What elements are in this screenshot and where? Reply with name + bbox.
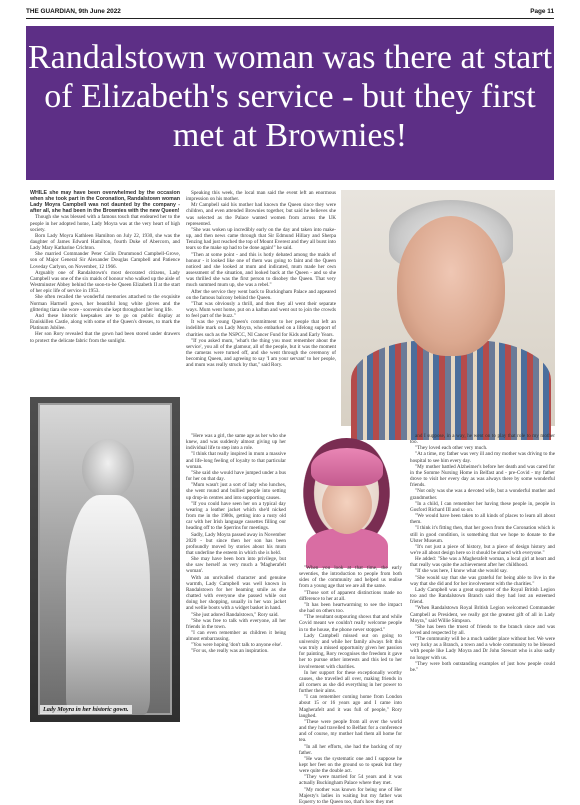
header-rule	[26, 18, 554, 19]
paragraph: "He was the systematic one and I suppose he kept her feet on the ground so to speak but they were quite the double act.	[299, 755, 402, 775]
paragraph: "At a time, my father was very ill and my mother was driving to the hospital to see him every day.	[410, 451, 555, 464]
paragraph: "These were people from all over the world and they had travelled to Belfast for a conference and of course, my mother had them all home for tea.	[299, 718, 402, 744]
paragraph: "She was free to talk with everyone, all her friends in the town.	[186, 617, 286, 630]
portrait-gown	[66, 495, 150, 715]
paragraph: Born Lady Moyra Kathleen Hamilton on July 22, 1930, she was the daughter of James Edward Hamilton, fourth Duke of Abercorn, and Lady Mary Katharine Crichton.	[30, 232, 180, 252]
paragraph: She often recalled the wonderful memories attached to the exquisite Norman Hartnell gown, her beautiful long white gloves and the glittering tiara she wore - souvenirs she kept throughout her long life.	[30, 294, 180, 313]
paragraph: "In all her efforts, she had the backing of my father.	[299, 743, 402, 756]
paragraph: "Mum wasn't just a sort of lady who lunches, she went round and bullied people into setting up drop-in centres and into supporting causes.	[186, 482, 286, 501]
paragraph: He added: "She was a Magherafelt woman, a local girl at heart and that really was quite the achievement after her childhood.	[410, 556, 555, 569]
headline: Randalstown woman was there at start of Elizabeth's service - but they first met at Brownies!	[27, 39, 553, 154]
paragraph: "I can remember coming home from London about 15 or 16 years ago and I came into Magherafelt and it was full of people," Rory laughed.	[299, 694, 402, 719]
paragraph: "Those sort of apparent distinctions made no difference to her at all.	[299, 589, 402, 602]
paragraph: Sadly, Lady Moyra passed away in November 2020 - but since then her son has been profoundly moved by stories about his mum that underline the esteem in which she is held.	[186, 531, 286, 556]
paragraph: "If you asked mum, 'what's the thing you most remember about the service', you all of the glamour, all of the people, but it was the moment the cameras were turned off, and she went through the ceremony of becoming Queen, and agreeing to say 'I am your servant' to her people, and mum was really struck by that," said Rory.	[186, 337, 336, 369]
paragraph: "That was obviously a thrill, and then they all went their separate ways. Mum went home, put on a kaftan and went out to join the crowds to feel part of the buzz."	[186, 300, 336, 320]
paragraph: "When you look at that time, the early seventies, the introduction to people from both sides of the community and helped us realise from a young age that we are all the same.	[299, 565, 402, 590]
queen-portrait-photo	[296, 438, 397, 560]
paragraph: "The community will be a much sadder place without her. We were very lucky as a Branch, a town and a whole community to be blessed with people like Lady Moyra and Dr John Stewart who is also sadly no longer with us.	[410, 636, 555, 661]
paragraph: In her support for these exceptionally worthy causes, she travelled all over, making friends in all corners as she did everything in her power to further their aims.	[299, 669, 402, 695]
paragraph: It was the young Queen's commitment to her people that left an indelible mark on Lady Moyra, who embarked on a lifelong support of charities such as the NSPCC, NI Cancer Fund for Kids and Early Years.	[186, 319, 336, 338]
paragraph: "She said she would have jumped under a bus for her on that day.	[186, 469, 286, 483]
portrait-head	[82, 439, 134, 499]
paragraph: "Here was a girl, the same age as her who she knew, and was suddenly almost giving up her individual life to step into a role.	[186, 433, 286, 452]
paragraph: Her son Rory revealed that the gown had been stored under drawers to protect the delicate fabric from the sunlight.	[30, 331, 180, 344]
paragraph: She may have been born into privilege, but she saw herself as very much a 'Magherafelt woman'.	[186, 556, 286, 575]
paragraph: "I think it's fitting then, that her gown from the Coronation which is still in good condition, is something that we hope to donate to the Ulster Museum.	[410, 525, 555, 544]
paragraph: Arguably one of Randalstown's most decorated citizens, Lady Campbell was one of the six maids of honour who walked up the aisle of Westminster Abbey behind the soon-to-be Queen Elizabeth II at the start of her epic life of service in 1953.	[30, 269, 180, 295]
paragraph: "In a child, I can remember her having these people in, people in Gosford Richard III and so on.	[410, 500, 555, 513]
paragraph: "My mother battled Alzheimer's before her death and was cared for in the Somme Nursing Home in Belfast and - pre-Covid - my father drove to visit her every day as was always there by some wonderful friends.	[410, 463, 555, 489]
paragraph: "She has been the truest of friends to the branch since and was loved and respected by all.	[410, 623, 555, 636]
headline-banner	[26, 26, 554, 180]
page-header	[26, 8, 554, 18]
paragraph: "If she was here, I know what she would say.	[415, 568, 508, 575]
paragraph: And these historic keepsakes are to go on public display at Enniskillen Castle, along with some of the Queen's dresses, to mark the Platinum Jubilee.	[30, 312, 180, 332]
lead-paragraph: WHILE she may have been overwhelmed by the occasion when she took part in the Coronation, Randalstown woman Lady Moyra Campbell was not daunted by the company - after all, she had been in the Brownies with the new Queen!	[30, 190, 180, 215]
paragraph: "When Randalstown Royal British Legion welcomed Commander Campbell as President, we really got the greatest gift of all in Lady Moyra," said Willie Simpson.	[410, 605, 555, 624]
article-column-2	[186, 190, 336, 369]
article-column-1	[30, 190, 180, 344]
paragraph: "They were both outstanding examples of just how people could be."	[410, 660, 555, 673]
portrait-frame	[38, 403, 172, 715]
paragraph: "You were hoping 'don't talk to anyone else'.	[191, 642, 283, 649]
paragraph: Lady Campbell was a great supporter of the Royal British Legion too and the Randalstown Branch said they had lost an esteemed friend.	[410, 586, 555, 606]
face	[397, 216, 505, 356]
article-column-2b	[186, 433, 286, 655]
article-column-4	[410, 433, 555, 673]
publication-dateline: THE GUARDIAN, 9th June 2022	[26, 8, 121, 15]
paragraph: "She would say that she was grateful for being able to live in the way that she did and for her involvement with the charities."	[410, 574, 555, 587]
paragraph: and I suppose, in a way, he went on to play that role to my mother too.	[410, 433, 555, 446]
page-number: Page 11	[530, 8, 554, 15]
paragraph: Though she was blessed with a famous touch that endeared her to the people in her adopted home, Lady Moyra was at the very heart of high society.	[30, 214, 180, 233]
photo-caption: Lady Moyra in her historic gown.	[40, 705, 132, 714]
paragraph: With an unrivalled character and genuine warmth, Lady Campbell was well known in Randalstown for her beaming smile as she chatted with everyone she passed while out doing her shopping, usually in her wax jacket and wellie boots with a widget basket in hand.	[186, 574, 286, 612]
paragraph: "My mother was known for being one of Her Majesty's ladies in waiting but my father was Equerry to the Queen too, that's how they met	[299, 786, 402, 805]
paragraph: "I can even remember as children it being almost embarrassing.	[186, 630, 286, 643]
paragraph: "They loved each other very much.	[415, 445, 488, 452]
lady-moyra-gown-photo	[30, 397, 180, 722]
paragraph: "I think that really inspired in mum a massive and life-long feeling of loyalty to that particular woman.	[186, 451, 286, 470]
paragraph: "For us, she really was an inspiration.	[191, 648, 269, 655]
paragraph: Mr Campbell said his mother had known the Queen since they were children, and even attended Brownies together, but said he believes she was selected as the Palace wanted women from across the UK represented.	[186, 202, 336, 227]
paragraph: "We would have been taken to all kinds of places to learn all about them.	[410, 513, 555, 526]
paragraph: "The resultant outpouring shows that and while Covid meant we couldn't really welcome people in to the house, the phone never stopped."	[299, 614, 402, 633]
paragraph: "She just adored Randalstown," Rory said.	[191, 611, 279, 618]
paragraph: "It has been heartwarming to see the impact she had on others too.	[299, 601, 402, 615]
pink-hat	[311, 448, 383, 486]
paragraph: Lady Campbell missed out on going to university and while her family always felt this was truly a missed opportunity given her passion for painting, Rory recognises the freedom it gave her to pursue other interests and this led to her involvement with charities.	[299, 632, 402, 670]
paragraph: "Then at some point - and this is hotly debated among the maids of honour - it looked like one of them was going to faint and the Queen noticed and she looked at mum and indicated, mum made her own assessment of the situation, and looked back at the Queen - and so she was thrilled she was the first person to disobey the Queen. That very much summed mum up, she was a rebel."	[186, 251, 336, 289]
paragraph: "Not only was she was a devoted wife, but a wonderful mother and grandmother.	[410, 488, 555, 501]
lady-moyra-portrait-photo	[341, 190, 555, 426]
paragraph: "They were married for 54 years and it was actually Buckingham Palace where they met.	[299, 774, 402, 787]
pink-coat	[306, 528, 388, 568]
paragraph: After the service they went back to Buckingham Palace and appeared on the famous balcony behind the Queen.	[186, 288, 336, 301]
paragraph: "She was woken up incredibly early on the day and taken into make-up, and then news came through that Sir Edmund Hillary and Sherpa Tenzing had just reached the top of Mount Everest and they all burst into tears so the make up had to be done again!" he said.	[186, 226, 336, 252]
paragraph: "It's not just a piece of history, but a piece of design history and we're all about design here so it should be shared with everyone."	[410, 543, 555, 556]
paragraph: She married Commander Peter Colin Drummond Campbell-Grove, son of Major General Sir Alexander Douglas Campbell and Patience Loveday Carlyon, on November, 12 1966.	[30, 251, 180, 270]
article-column-3	[299, 565, 402, 805]
paragraph: "If you could have seen her on a typical day wearing a leather jacket which she'd nicked from me in the 1980s, getting into a rusty old car with her Irish language cassettes filling our heading off to the Sperrins for meetings.	[186, 500, 286, 532]
paragraph: Speaking this week, the local man said the event left an enormous impression on his mother.	[186, 190, 336, 203]
